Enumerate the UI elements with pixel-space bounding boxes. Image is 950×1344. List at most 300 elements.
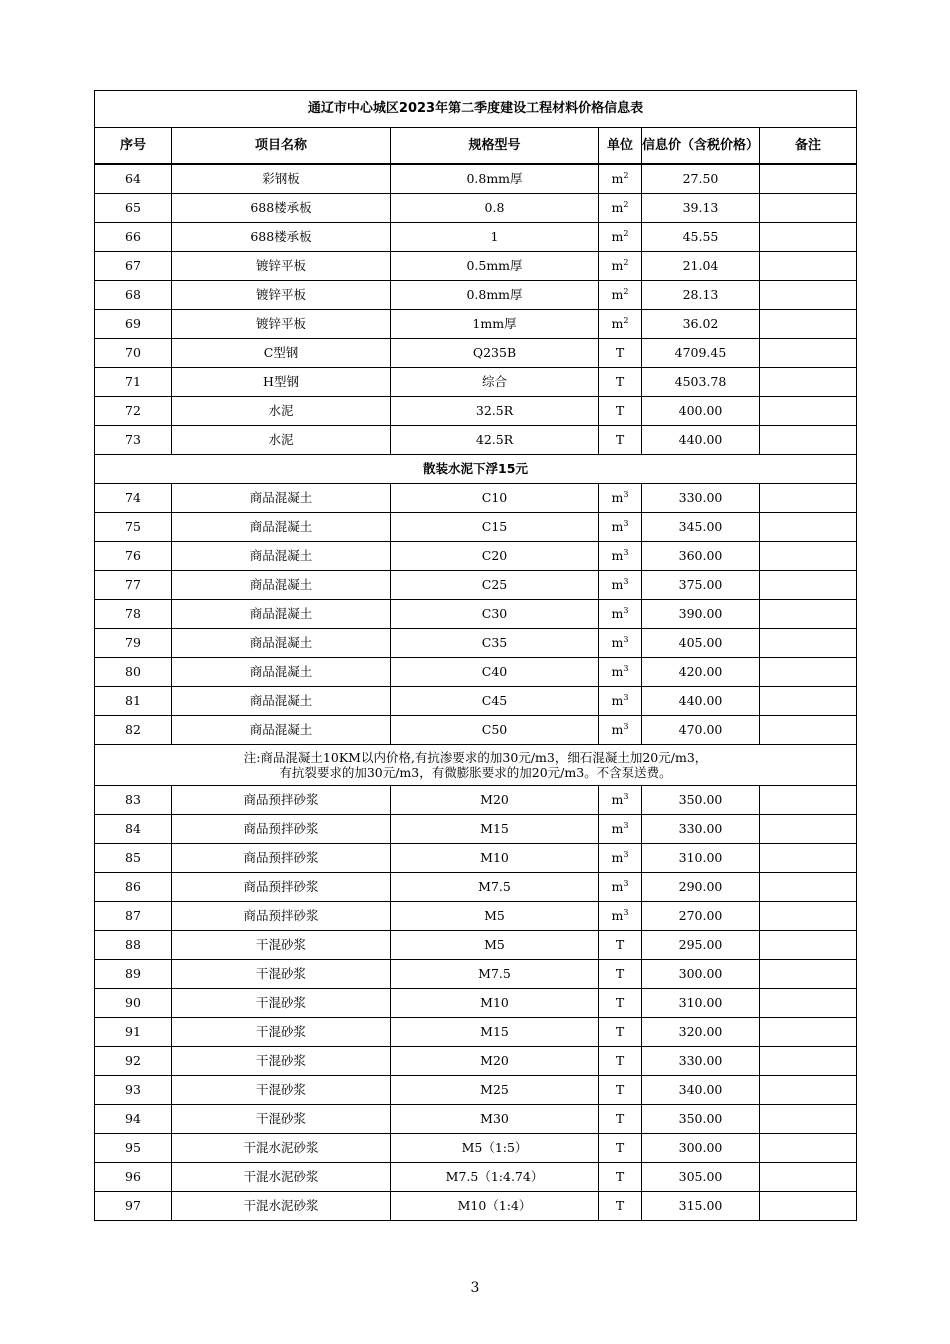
cell-seq: 70 [95,339,172,368]
cell-unit [599,1163,642,1192]
header-seq: 序号 [95,128,172,165]
table-row [95,1192,857,1221]
cell-unit [599,1076,642,1105]
cell-remark [760,223,857,252]
unit-text: m [611,258,624,273]
cell-price: 390.00 [642,600,760,629]
cell-remark [760,397,857,426]
cell-seq: 96 [95,1163,172,1192]
unit-exponent: 3 [623,879,629,888]
unit-exponent: 2 [623,200,629,209]
cell-unit [599,252,642,281]
unit-exponent: 2 [623,229,629,238]
cell-name: 干混砂浆 [172,1047,391,1076]
table-title: 通辽市中心城区2023年第二季度建设工程材料价格信息表 [95,91,857,128]
cell-name: 彩钢板 [172,164,391,194]
unit-exponent: 2 [623,287,629,296]
unit-exponent: 3 [623,606,629,615]
cell-price: 28.13 [642,281,760,310]
table-row [95,931,857,960]
table-row [95,281,857,310]
cell-remark [760,658,857,687]
cell-spec: 0.8 [391,194,599,223]
cell-price: 330.00 [642,1047,760,1076]
cell-spec: C30 [391,600,599,629]
unit-text: m [611,171,624,186]
cell-seq: 84 [95,815,172,844]
cell-name: 干混水泥砂浆 [172,1192,391,1221]
unit-text: T [615,937,625,952]
cell-name: C型钢 [172,339,391,368]
unit-text: m [611,229,624,244]
unit-exponent: 3 [623,664,629,673]
cell-seq: 65 [95,194,172,223]
cell-spec: C20 [391,542,599,571]
cell-name: 商品预拌砂浆 [172,815,391,844]
cell-unit [599,873,642,902]
cell-seq: 78 [95,600,172,629]
cell-unit [599,1105,642,1134]
cell-price: 290.00 [642,873,760,902]
cell-remark [760,873,857,902]
cell-unit [599,1047,642,1076]
cell-name: 商品混凝土 [172,629,391,658]
cell-unit [599,484,642,513]
cell-remark [760,1018,857,1047]
table-row [95,1018,857,1047]
cell-unit [599,931,642,960]
cell-unit [599,902,642,931]
table-row [95,571,857,600]
cell-remark [760,600,857,629]
cell-seq: 73 [95,426,172,455]
unit-exponent: 3 [623,548,629,557]
cell-seq: 82 [95,716,172,745]
table-row [95,1076,857,1105]
cell-spec: C35 [391,629,599,658]
table-row [95,194,857,223]
cell-price: 4709.45 [642,339,760,368]
table-row [95,164,857,194]
cell-unit [599,786,642,815]
header-spec: 规格型号 [391,128,599,165]
table-row [95,513,857,542]
cell-price: 27.50 [642,164,760,194]
table-row [95,542,857,571]
table-row [95,960,857,989]
unit-text: m [611,693,624,708]
cell-remark [760,571,857,600]
cell-spec: M5（1:5） [391,1134,599,1163]
unit-text: T [615,1169,625,1184]
cell-price: 270.00 [642,902,760,931]
unit-text: m [611,821,624,836]
unit-text: m [611,908,624,923]
cell-seq: 77 [95,571,172,600]
table-row [95,1047,857,1076]
table-row [95,1163,857,1192]
note-row [95,745,857,786]
cell-price: 39.13 [642,194,760,223]
cell-name: 干混砂浆 [172,960,391,989]
table-row [95,223,857,252]
unit-text: m [611,519,624,534]
cell-name: 干混水泥砂浆 [172,1134,391,1163]
cell-price: 300.00 [642,960,760,989]
note-line: 有抗裂要求的加30元/m3，有微膨胀要求的加20元/m3。不含泵送费。 [279,765,672,780]
cell-price: 330.00 [642,484,760,513]
cell-seq: 90 [95,989,172,1018]
cell-seq: 76 [95,542,172,571]
cell-remark [760,310,857,339]
cell-unit [599,542,642,571]
cell-spec: C40 [391,658,599,687]
cell-spec: M5 [391,931,599,960]
cell-unit [599,194,642,223]
cell-price: 400.00 [642,397,760,426]
unit-exponent: 3 [623,722,629,731]
cell-price: 320.00 [642,1018,760,1047]
cell-unit [599,368,642,397]
unit-exponent: 3 [623,635,629,644]
unit-text: m [611,635,624,650]
table-row [95,658,857,687]
cell-name: 商品混凝土 [172,542,391,571]
cell-unit [599,397,642,426]
note-cell [95,455,857,484]
cell-remark [760,164,857,194]
cell-price: 420.00 [642,658,760,687]
cell-remark [760,989,857,1018]
table-row [95,815,857,844]
cell-spec: M10 [391,844,599,873]
unit-exponent: 3 [623,490,629,499]
cell-spec: C50 [391,716,599,745]
cell-price: 360.00 [642,542,760,571]
table-row [95,1105,857,1134]
cell-unit [599,716,642,745]
cell-spec: M15 [391,1018,599,1047]
cell-spec: M10（1:4） [391,1192,599,1221]
cell-remark [760,339,857,368]
header-remark: 备注 [760,128,857,165]
table-row [95,397,857,426]
unit-text: m [611,490,624,505]
unit-exponent: 3 [623,577,629,586]
table-row [95,716,857,745]
header-name: 项目名称 [172,128,391,165]
cell-remark [760,1047,857,1076]
cell-name: 水泥 [172,426,391,455]
unit-text: m [611,722,624,737]
cell-spec: M20 [391,1047,599,1076]
unit-text: m [611,879,624,894]
cell-spec: C25 [391,571,599,600]
cell-name: 商品预拌砂浆 [172,844,391,873]
page-number: 3 [470,1280,480,1296]
cell-remark [760,513,857,542]
cell-name: 商品预拌砂浆 [172,902,391,931]
cell-unit [599,658,642,687]
unit-text: m [611,577,624,592]
cell-seq: 93 [95,1076,172,1105]
cell-seq: 66 [95,223,172,252]
cell-name: H型钢 [172,368,391,397]
cell-remark [760,252,857,281]
unit-text: T [615,1082,625,1097]
cell-name: 商品预拌砂浆 [172,786,391,815]
cell-price: 350.00 [642,1105,760,1134]
unit-exponent: 3 [623,792,629,801]
price-info-table [94,90,857,1221]
cell-price: 375.00 [642,571,760,600]
cell-name: 干混砂浆 [172,1105,391,1134]
table-row [95,844,857,873]
note-cell [95,745,857,786]
cell-remark [760,368,857,397]
cell-price: 440.00 [642,687,760,716]
cell-unit [599,426,642,455]
cell-unit [599,310,642,339]
cell-spec: M25 [391,1076,599,1105]
cell-seq: 89 [95,960,172,989]
header-price: 信息价（含税价格） [642,128,760,165]
cell-price: 405.00 [642,629,760,658]
cell-spec: 1 [391,223,599,252]
cell-spec: M30 [391,1105,599,1134]
cell-name: 商品混凝土 [172,484,391,513]
unit-text: T [615,966,625,981]
cell-price: 300.00 [642,1134,760,1163]
cell-seq: 72 [95,397,172,426]
cell-name: 688楼承板 [172,223,391,252]
table-row [95,368,857,397]
unit-text: T [615,403,625,418]
table-row [95,629,857,658]
cell-seq: 91 [95,1018,172,1047]
unit-text: T [615,1140,625,1155]
cell-price: 470.00 [642,716,760,745]
cell-spec: 0.8mm厚 [391,281,599,310]
cell-price: 440.00 [642,426,760,455]
cell-name: 镀锌平板 [172,310,391,339]
cell-unit [599,1134,642,1163]
table-title-row [95,91,857,128]
unit-text: T [615,345,625,360]
unit-exponent: 2 [623,316,629,325]
unit-text: m [611,664,624,679]
cell-spec: M15 [391,815,599,844]
cell-seq: 86 [95,873,172,902]
table-row [95,873,857,902]
table-row [95,426,857,455]
cell-seq: 68 [95,281,172,310]
cell-name: 商品混凝土 [172,571,391,600]
cell-name: 商品混凝土 [172,716,391,745]
cell-price: 305.00 [642,1163,760,1192]
unit-text: m [611,850,624,865]
unit-text: T [615,432,625,447]
unit-text: m [611,606,624,621]
cell-name: 镀锌平板 [172,281,391,310]
cell-name: 商品预拌砂浆 [172,873,391,902]
cell-name: 镀锌平板 [172,252,391,281]
cell-remark [760,1105,857,1134]
cell-price: 4503.78 [642,368,760,397]
cell-price: 345.00 [642,513,760,542]
unit-text: T [615,1198,625,1213]
cell-remark [760,786,857,815]
table-row [95,600,857,629]
cell-unit [599,844,642,873]
cell-price: 36.02 [642,310,760,339]
cell-spec: M7.5（1:4.74） [391,1163,599,1192]
cell-seq: 75 [95,513,172,542]
cell-unit [599,1018,642,1047]
cell-name: 干混砂浆 [172,1076,391,1105]
cell-remark [760,1163,857,1192]
cell-spec: 32.5R [391,397,599,426]
table-row [95,252,857,281]
cell-price: 45.55 [642,223,760,252]
cell-remark [760,1134,857,1163]
unit-text: T [615,1053,625,1068]
cell-remark [760,687,857,716]
cell-seq: 88 [95,931,172,960]
cell-seq: 87 [95,902,172,931]
cell-price: 21.04 [642,252,760,281]
cell-name: 干混砂浆 [172,1018,391,1047]
cell-seq: 83 [95,786,172,815]
unit-text: m [611,548,624,563]
cell-name: 商品混凝土 [172,600,391,629]
cell-name: 688楼承板 [172,194,391,223]
cell-price: 315.00 [642,1192,760,1221]
cell-unit [599,989,642,1018]
cell-seq: 81 [95,687,172,716]
cell-name: 干混水泥砂浆 [172,1163,391,1192]
cell-remark [760,960,857,989]
table-row [95,339,857,368]
cell-name: 商品混凝土 [172,658,391,687]
table-row [95,989,857,1018]
cell-remark [760,931,857,960]
unit-text: T [615,995,625,1010]
cell-remark [760,1192,857,1221]
note-line: 注:商品混凝土10KM以内价格,有抗渗要求的加30元/m3，细石混凝土加20元/m3， [243,750,708,765]
cell-name: 干混砂浆 [172,989,391,1018]
cell-unit [599,815,642,844]
table-row [95,687,857,716]
cell-spec: M10 [391,989,599,1018]
unit-exponent: 2 [623,171,629,180]
cell-spec: 0.8mm厚 [391,164,599,194]
cell-remark [760,1076,857,1105]
cell-spec: Q235B [391,339,599,368]
cell-spec: 42.5R [391,426,599,455]
cell-spec: C15 [391,513,599,542]
cell-seq: 85 [95,844,172,873]
unit-exponent: 3 [623,821,629,830]
cell-price: 310.00 [642,844,760,873]
unit-text: m [611,792,624,807]
cell-remark [760,902,857,931]
cell-unit [599,339,642,368]
cell-name: 商品混凝土 [172,687,391,716]
cell-spec: M5 [391,902,599,931]
cell-seq: 95 [95,1134,172,1163]
cell-spec: M7.5 [391,873,599,902]
cell-remark [760,426,857,455]
cell-unit [599,164,642,194]
cell-unit [599,1192,642,1221]
cell-spec: M20 [391,786,599,815]
unit-text: T [615,1024,625,1039]
cell-unit [599,223,642,252]
unit-exponent: 3 [623,908,629,917]
cell-price: 350.00 [642,786,760,815]
cell-spec: 综合 [391,368,599,397]
table-row [95,902,857,931]
cell-spec: C45 [391,687,599,716]
cell-name: 干混砂浆 [172,931,391,960]
cell-seq: 71 [95,368,172,397]
unit-text: m [611,200,624,215]
cell-seq: 94 [95,1105,172,1134]
cell-seq: 67 [95,252,172,281]
table-row [95,1134,857,1163]
table-header-row [95,128,857,165]
unit-text: m [611,316,624,331]
note-row [95,455,857,484]
table-row [95,786,857,815]
cell-remark [760,542,857,571]
note-line: 散装水泥下浮15元 [423,461,528,476]
cell-unit [599,600,642,629]
cell-remark [760,281,857,310]
cell-spec: 0.5mm厚 [391,252,599,281]
unit-exponent: 3 [623,693,629,702]
cell-remark [760,815,857,844]
cell-price: 330.00 [642,815,760,844]
cell-unit [599,513,642,542]
cell-seq: 74 [95,484,172,513]
unit-text: m [611,287,624,302]
cell-seq: 92 [95,1047,172,1076]
cell-seq: 80 [95,658,172,687]
cell-price: 340.00 [642,1076,760,1105]
unit-text: T [615,374,625,389]
cell-remark [760,844,857,873]
cell-seq: 79 [95,629,172,658]
unit-exponent: 3 [623,850,629,859]
cell-remark [760,629,857,658]
cell-seq: 97 [95,1192,172,1221]
cell-price: 295.00 [642,931,760,960]
cell-remark [760,716,857,745]
cell-unit [599,687,642,716]
unit-exponent: 3 [623,519,629,528]
table-row [95,484,857,513]
cell-remark [760,484,857,513]
cell-name: 商品混凝土 [172,513,391,542]
cell-seq: 69 [95,310,172,339]
cell-spec: 1mm厚 [391,310,599,339]
cell-spec: C10 [391,484,599,513]
cell-remark [760,194,857,223]
cell-name: 水泥 [172,397,391,426]
cell-price: 310.00 [642,989,760,1018]
